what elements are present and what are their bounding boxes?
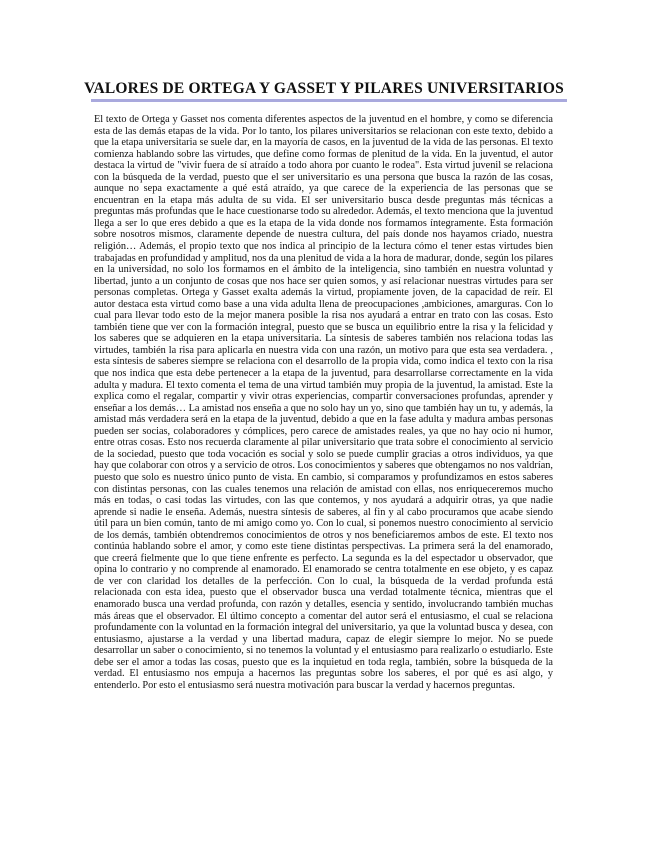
title-underline bbox=[91, 99, 567, 102]
document-title: VALORES DE ORTEGA Y GASSET Y PILARES UNIVERSITARIOS bbox=[84, 80, 564, 97]
document-body: El texto de Ortega y Gasset nos comenta diferentes aspectos de la juventud en el hombre, y como se diferencia esta de las demás etapas de la vida. Por lo tanto, los pilares universitarios se relacionan con este texto, debido a que la etapa universitaria se suele dar, en la mayoría de casos, en la juventud de la vida de las personas. El texto comienza hablando sobre las virtudes, que define como formas de plenitud de la vida. En la juventud, el autor destaca la virtud de "vivir fuera de sí atraído a todo ahora por cuanto le rodea". Esta virtud juvenil se relaciona con la búsqueda de la verdad, puesto que el ser universitario es una persona que busca la razón de las cosas, aunque no sepa exactamente a qué está atraído, ya que carece de la experiencia de las personas que se encuentran en la etapa más adulta de su vida. El ser universitario busca desde preguntas más técnicas a preguntas más profundas que le hace cuestionarse todo su alrededor. Además, el texto menciona que la juventud llega a ser lo que eres debido a que es la etapa de la vida donde nos formamos íntegramente. Esta formación sobre nosotros mismos, claramente depende de nuestra cultura, del país donde nos hayamos criado, nuestra religión… Además, el propio texto que nos indica al principio de la lectura cómo el tener estas virtudes bien trabajadas en profundidad y amplitud, nos da una plenitud de vida a la hora de madurar, donde, según los pilares en la universidad, no solo los formamos en el ámbito de la inteligencia, sino también en nuestra voluntad y libertad, junto a un conjunto de cosas que nos hace ser quien somos, y así relacionar nuestras virtudes para ser personas completas. Ortega y Gasset exalta además la virtud, propiamente joven, de la capacidad de reír. El autor destaca esta virtud como base a una vida adulta llena de preocupaciones ,ambiciones, amarguras. Con lo cual para llevar todo esto de la mejor manera posible la risa nos ayudará a entrar en trato con las cosas. Esto también tiene que ver con la formación integral, puesto que se busca un equilibrio entre la risa y la felicidad y los saberes que se adquieren en la etapa universitaria. La síntesis de saberes también nos relaciona todas las virtudes, también la risa para aplicarla en nuestra vida con una razón, un motivo para que esta sea verdadera. , esta síntesis de saberes siempre se relaciona con el desarrollo de la propia vida, como indica el texto con la risa que nos indica que esta debe pertenecer a la etapa de la juventud, para desarrollarse correctamente en la vida adulta y madura. El texto comenta el tema de una virtud también muy propia de la juventud, la amistad. Este la explica como el regalar, compartir y vivir otras experiencias, compartir conversaciones profundas, aprender y enseñar a los demás… La amistad nos enseña a que no solo hay un yo, sino que también hay un tu, y además, la amistad más verdadera será en la etapa de la juventud, debido a que en la fase adulta y madura ambas personas pueden ser socias, colaboradores y cómplices, pero carece de amistades reales, ya que no hay ocio ni humor, entre otras cosas. Esto nos recuerda claramente al pilar universitario que trata sobre el conocimiento al servicio de la sociedad, puesto que toda vocación es social y solo se puede cumplir gracias a otros individuos, ya que hay que colaborar con otros y a servicio de otros. Los conocimientos y saberes que obtengamos no nos valdrían, puesto que solo es nuestro único punto de vista. En cambio, si comparamos y profundizamos en estos saberes con distintas personas, con las cuales tenemos una relación de amistad con ellas, nos enriqueceremos mucho más en todas, o casi todas las virtudes, con las que contemos, y nos ayudará a adquirir otras, ya que nadie aprende si nadie le enseña. Además, nuestra síntesis de saberes, al fin y al cabo procuramos que acabe siendo útil para un bien común, tanto de mi amigo como yo. Con lo cual, si ponemos nuestro conocimiento al servicio de los demás, también obtendremos conocimientos de otros y nos beneficiaremos ambos de este. El texto nos continúa hablando sobre el amor, y como este tiene distintas perspectivas. La primera será la del enamorado, que creerá fielmente que lo que tiene enfrente es perfecto. La segunda es la del espectador u observador, que opina lo contrario y no comprende al enamorado. El enamorado se centra totalmente en ese objeto, y es capaz de ver con claridad los detalles de la perfección. Con lo cual, la búsqueda de la verdad profunda está relacionada con esta idea, puesto que el observador busca una verdad totalmente técnica, mientras que el enamorado busca una verdad profunda, con razón y detalles, esencia y sentido, involucrando también muchas más áreas que el observador. El último concepto a comentar del autor será el entusiasmo, el cual se relaciona profundamente con la voluntad en la formación integral del universitario, ya que la voluntad busca y desea, con entusiasmo, ajustarse a la verdad y una libertad madura, capaz de elegir siempre lo mejor. No se puede desarrollar un saber o conocimiento, si no tenemos la voluntad y el entusiasmo para realizarlo o estudiarlo. Este debe ser el amor a todas las cosas, puesto que es la inquietud en toda regla, también, sobre la búsqueda de la verdad. El entusiasmo nos empuja a hacernos las preguntas sobre los saberes, el por qué es así algo, y entenderlo. Por esto el entusiasmo será nuestra motivación para buscar la verdad y hacernos preguntas. bbox=[94, 114, 554, 691]
